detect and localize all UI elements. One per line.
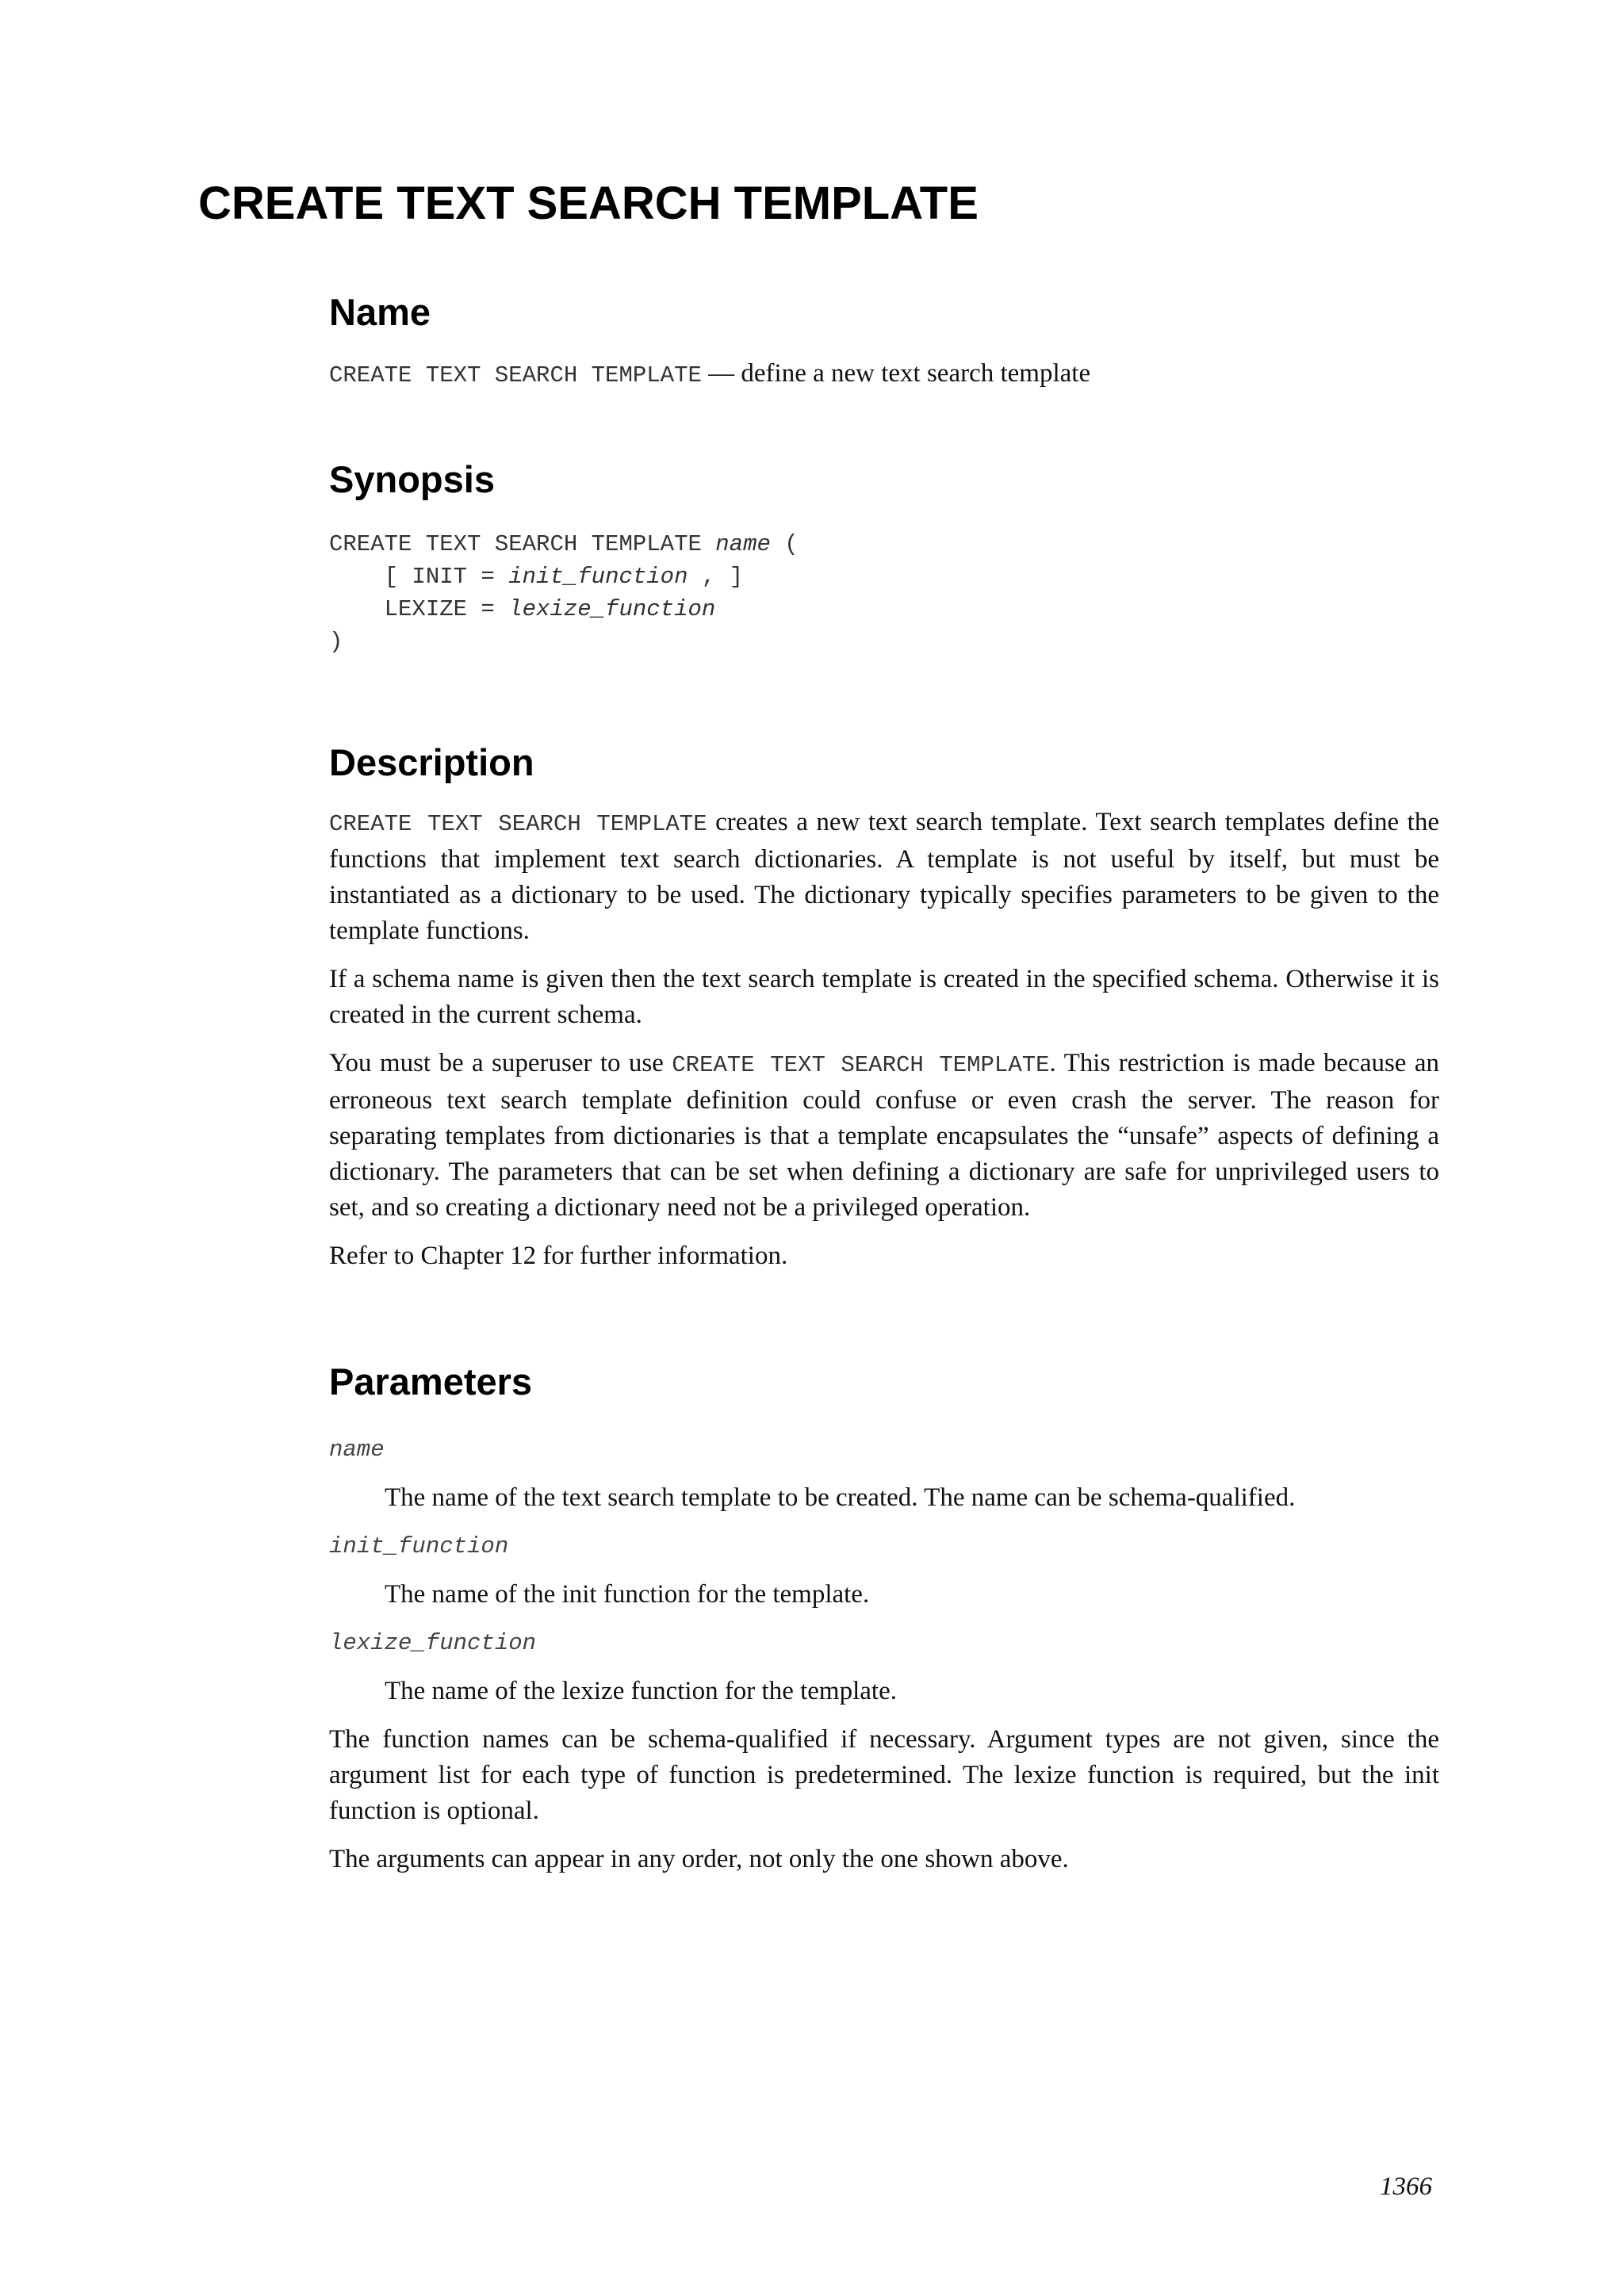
synopsis-line [329, 561, 1439, 593]
description-paragraph: If a schema name is given then the text search template is created in the specified schema. Otherwise it is created in the current schema. [329, 965, 1439, 1029]
description-heading: Description [329, 741, 534, 783]
synopsis-param: name [715, 531, 771, 557]
parameters-heading: Parameters [329, 1360, 533, 1402]
page-content [329, 293, 1439, 1877]
synopsis-line [329, 593, 1439, 626]
synopsis-line [329, 528, 1439, 561]
name-heading: Name [329, 291, 431, 333]
name-section [329, 293, 1439, 393]
paragraph-text: . This restriction is made because an erroneous text search template definition could confuse or even crash the server. The reason for separating templates from dictionaries is that a template encapsulates the “unsafe” aspects of defining a dictionary. The parameters that can be set when defining a dictionary are safe for unprivileged users to set, and so creating a dictionary need not be a privileged operation. [329, 1049, 1439, 1222]
command-name: CREATE TEXT SEARCH TEMPLATE [329, 362, 702, 388]
page-title: CREATE TEXT SEARCH TEMPLATE [198, 178, 979, 229]
inline-code: CREATE TEXT SEARCH TEMPLATE [329, 811, 707, 837]
page-number: 1366 [1380, 2172, 1432, 2201]
synopsis-param: lexize_function [508, 596, 716, 622]
description-paragraph [329, 805, 1439, 949]
description-paragraph: Refer to Chapter 12 for further information. [329, 1242, 788, 1270]
synopsis-text: CREATE TEXT SEARCH TEMPLATE [329, 531, 716, 557]
name-summary [329, 356, 1439, 393]
description-section [329, 741, 1439, 1274]
parameters-paragraph: The arguments can appear in any order, not only the one shown above. [329, 1845, 1069, 1873]
synopsis-line [329, 626, 1439, 658]
description-paragraph [329, 1046, 1439, 1226]
parameter-term: init_function [329, 1533, 509, 1559]
synopsis-text: ( [770, 531, 799, 557]
paragraph-text: You must be a superuser to use [329, 1049, 672, 1077]
parameter-definition: The name of the init function for the template. [385, 1580, 870, 1609]
synopsis-section [329, 458, 1439, 658]
parameter-term: lexize_function [329, 1630, 537, 1656]
synopsis-text: LEXIZE = [329, 596, 509, 622]
synopsis-text: , ] [688, 564, 744, 590]
parameter-list [329, 1432, 1439, 1709]
synopsis-heading: Synopsis [329, 458, 495, 500]
command-summary: — define a new text search template [701, 359, 1091, 388]
parameters-paragraph: The function names can be schema-qualified if necessary. Argument types are not given, since the argument list for each type of function is predetermined. The lexize function is required, but the init function is optional. [329, 1725, 1439, 1825]
paragraph-text: creates a new text search template. Text search templates define the functions that implement text search dictionaries. A template is not useful by itself, but must be instantiated as a dictionary to be used. The dictionary typically specifies parameters to be given to the template functions. [329, 808, 1439, 945]
parameters-section [329, 1360, 1439, 1877]
synopsis-param: init_function [508, 564, 688, 590]
parameter-definition: The name of the text search template to be created. The name can be schema-qualified. [385, 1483, 1296, 1512]
synopsis-text: [ INIT = [329, 564, 509, 590]
parameter-definition: The name of the lexize function for the template. [385, 1677, 897, 1705]
inline-code: CREATE TEXT SEARCH TEMPLATE [672, 1052, 1050, 1078]
parameter-term: name [329, 1437, 385, 1463]
synopsis-code [329, 528, 1439, 658]
synopsis-text: ) [329, 629, 343, 655]
